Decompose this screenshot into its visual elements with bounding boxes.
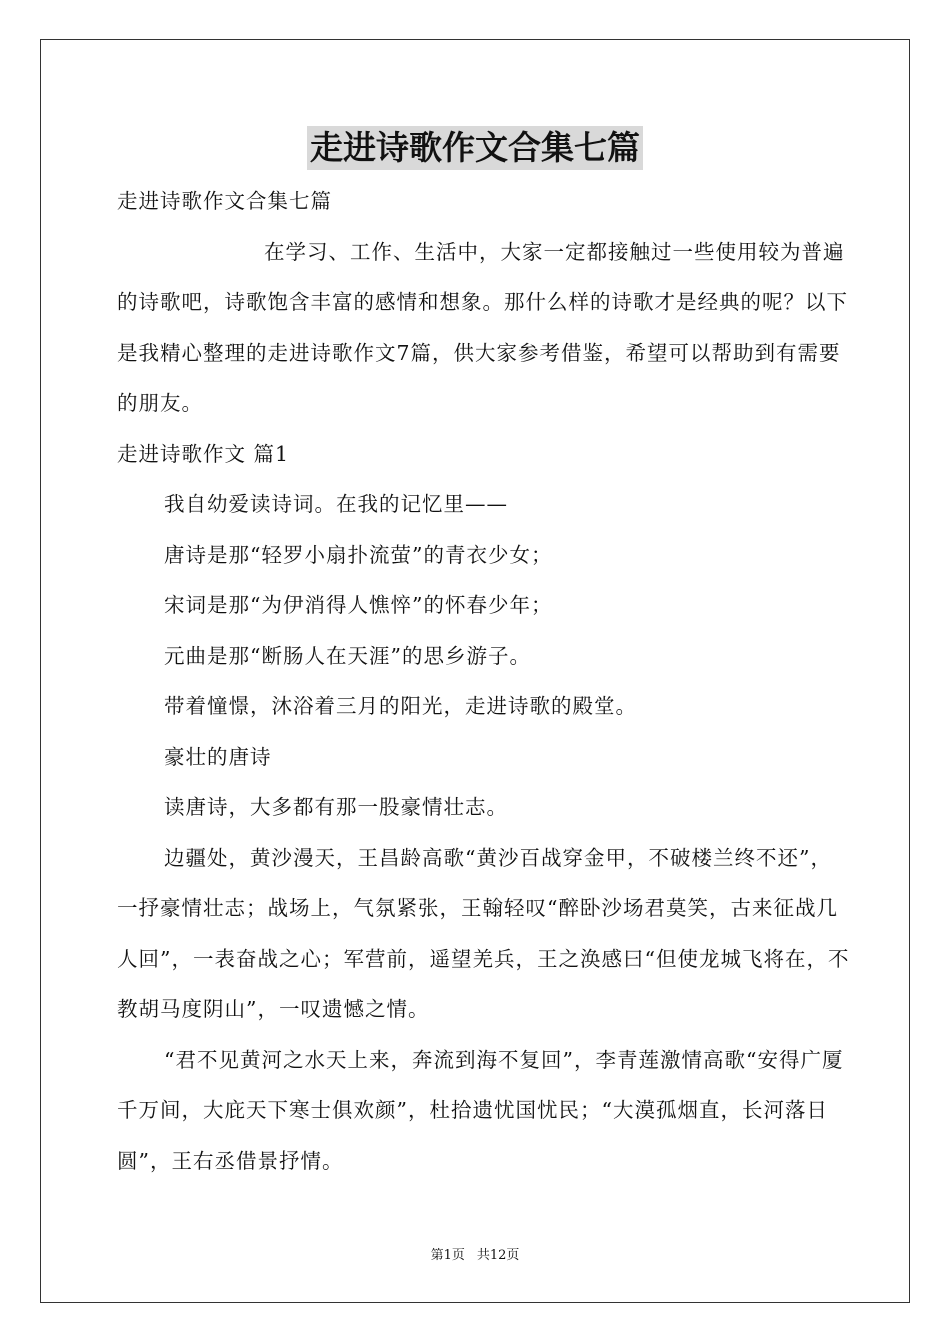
body-paragraph: 带着憧憬，沐浴着三月的阳光，走进诗歌的殿堂。	[164, 694, 637, 718]
body-paragraph: 读唐诗，大多都有那一股豪情壮志。	[164, 795, 508, 819]
body-paragraph: 宋词是那“为伊消得人憔悴”的怀春少年；	[164, 593, 553, 617]
body-paragraph: 唐诗是那“轻罗小扇扑流萤”的青衣少女；	[164, 542, 553, 567]
body-paragraph: 边疆处，黄沙漫天，王昌龄高歌“黄沙百战穿金甲，不破楼兰终不还”，一抒豪情壮志；战场上，气氛紧张，王翰轻叹“醉卧沙场君莫笑，古来征战几人回”，一表奋战之心；军营前，遥望羌兵，王之涣感曰“但使龙城飞将在，不教胡马度阴山”，一叹遗憾之情。	[117, 845, 850, 1021]
page-number: 第1页	[430, 1248, 465, 1263]
document-title: 走进诗歌作文合集七篇	[307, 126, 643, 170]
subsection-heading: 豪壮的唐诗	[164, 744, 272, 769]
title-container	[0, 126, 950, 170]
body-paragraph: “君不见黄河之水天上来，奔流到海不复回”，李青莲激情高歌“安得广厦千万间，大庇天下寒士俱欢颜”，杜拾遗忧国忧民；“大漠孤烟直，长河落日圆”，王右丞借景抒情。	[117, 1047, 844, 1173]
body-paragraph: 元曲是那“断肠人在天涯”的思乡游子。	[164, 643, 531, 668]
section-heading: 走进诗歌作文 篇1	[117, 441, 290, 466]
intro-paragraph: 在学习、工作、生活中，大家一定都接触过一些使用较为普遍的诗歌吧，诗歌饱含丰富的感情和想象。那什么样的诗歌才是经典的呢？以下是我精心整理的走进诗歌作文7篇，供大家参考借鉴，希望可以帮助到有需要的朋友。	[117, 239, 848, 415]
page-total: 共12页	[476, 1248, 520, 1263]
document-body	[117, 176, 852, 1186]
page-footer	[0, 1246, 950, 1266]
body-paragraph: 我自幼爱读诗词。在我的记忆里——	[164, 492, 508, 516]
subtitle-paragraph: 走进诗歌作文合集七篇	[117, 189, 332, 213]
